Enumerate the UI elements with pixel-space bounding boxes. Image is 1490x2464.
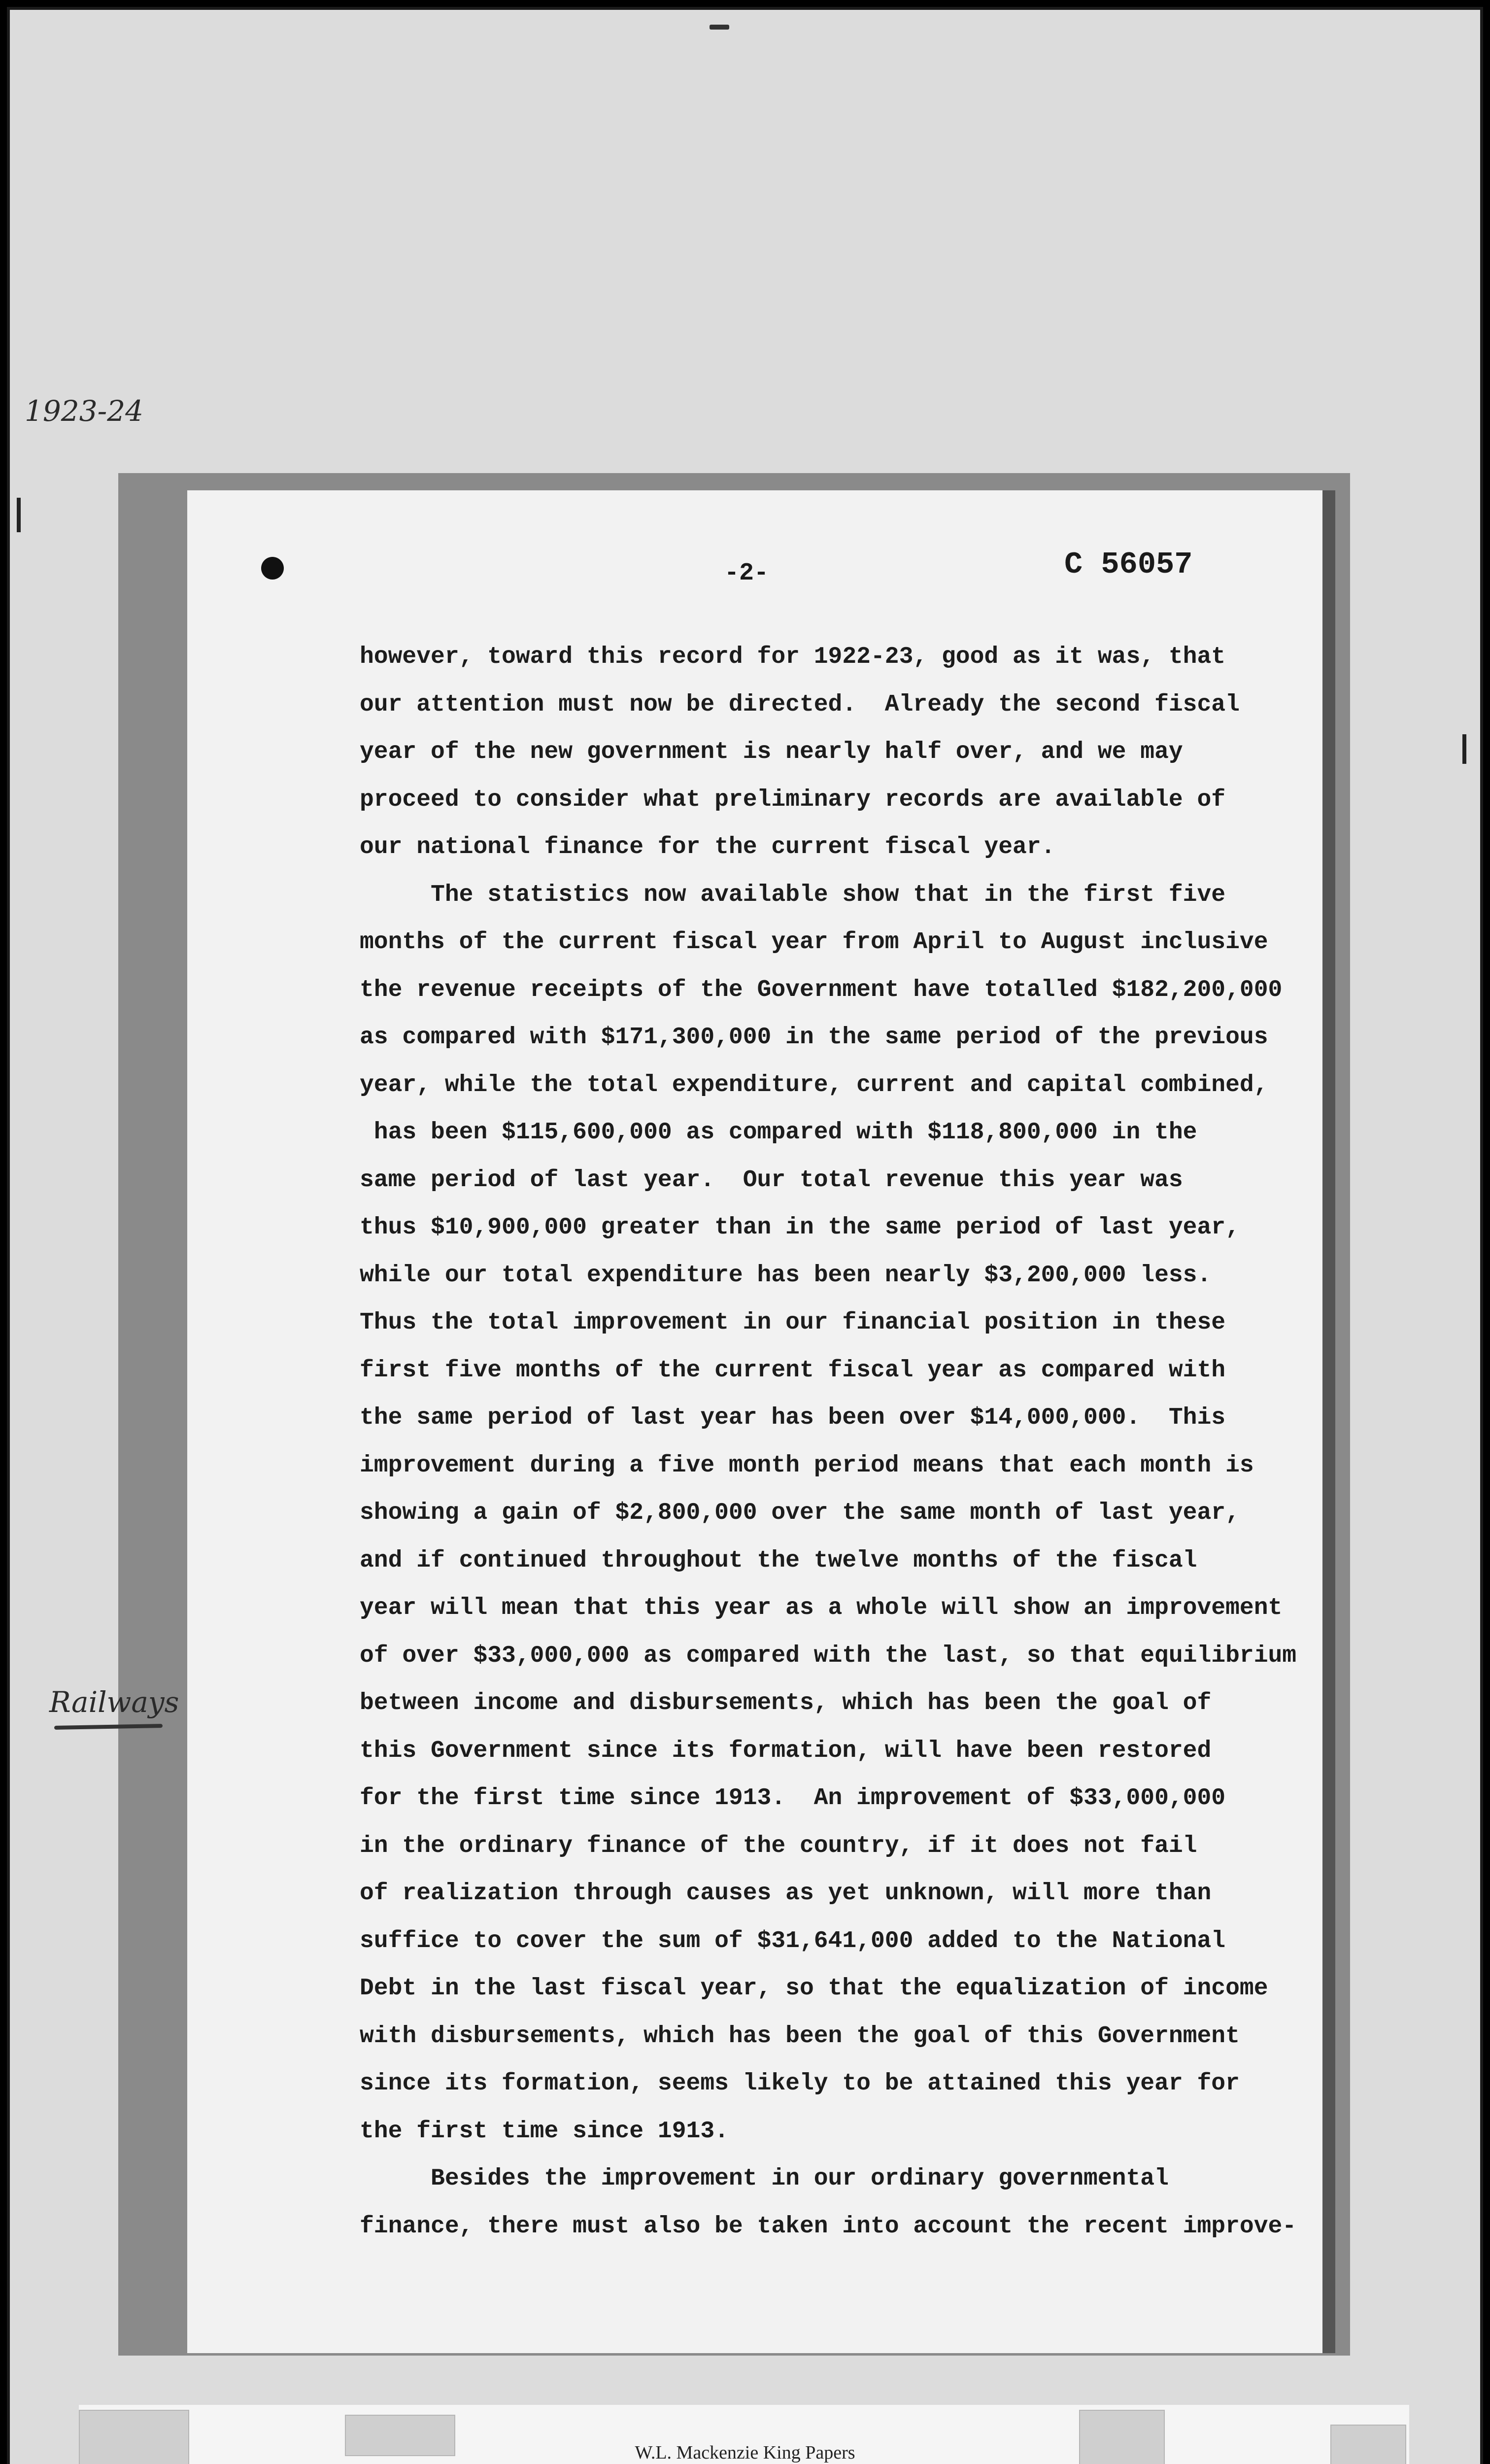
text-line: the first time since 1913. [360,2118,729,2145]
text-line: Debt in the last fiscal year, so that the equalization of income [360,1975,1268,2002]
text-line: improvement during a five month period means that each month is [360,1452,1254,1479]
text-line: for the first time since 1913. An improvement of $33,000,000 [360,1785,1226,1812]
text-line: while our total expenditure has been nearly $3,200,000 less. [360,1262,1212,1289]
text-line: the revenue receipts of the Government have totalled $182,200,000 [360,976,1283,1003]
text-line: finance, there must also be taken into account the recent improve- [360,2213,1297,2240]
text-line: our national finance for the current fiscal year. [360,834,1055,860]
text-line: suffice to cover the sum of $31,641,000 added to the National [360,1927,1226,1954]
text-line: of over $33,000,000 as compared with the last, so that equilibrium [360,1642,1297,1669]
text-line: year of the new government is nearly half over, and we may [360,739,1183,765]
text-line: first five months of the current fiscal year as compared with [360,1357,1226,1384]
text-line: however, toward this record for 1922-23, good as it was, that [360,644,1226,670]
text-line: as compared with $171,300,000 in the same period of the previous [360,1024,1268,1051]
handwritten-margin-note: Railways [49,1685,179,1719]
document-code: C 56057 [1064,547,1193,582]
text-line: our attention must now be directed. Already the second fiscal [360,691,1240,718]
page-number: -2- [724,559,769,587]
text-line: since its formation, seems likely to be attained this year for [360,2070,1240,2097]
text-line: in the ordinary finance of the country, if it does not fail [360,1832,1197,1859]
text-line: between income and disbursements, which has been the goal of [360,1690,1212,1716]
handwritten-margin-note: 1923-24 [25,394,144,428]
body-text [360,633,1321,2250]
text-line: has been $115,600,000 as compared with $118,800,000 in the [360,1119,1197,1146]
text-line: proceed to consider what preliminary records are available of [360,786,1226,813]
text-line: thus $10,900,000 greater than in the same period of last year, [360,1214,1240,1241]
text-line: months of the current fiscal year from April to August inclusive [360,929,1268,956]
film-edge-mark [1462,734,1466,764]
text-line: showing a gain of $2,800,000 over the same month of last year, [360,1500,1240,1526]
text-line: with disbursements, which has been the goal of this Government [360,2022,1240,2050]
text-line: the same period of last year has been over $14,000,000. This [360,1404,1226,1431]
text-line: of realization through causes as yet unknown, will more than [360,1880,1212,1907]
text-line: Thus the total improvement in our financial position in these [360,1309,1226,1336]
collection-name: W.L. Mackenzie King Papers [635,2442,855,2463]
text-line: and if continued throughout the twelve months of the fiscal [360,1547,1197,1574]
punch-hole [261,557,284,580]
typed-page [187,490,1335,2353]
text-line: same period of last year. Our total revenue this year was [360,1166,1183,1194]
text-line: year, while the total expenditure, current and capital combined, [360,1071,1268,1098]
text-line: this Government since its formation, will have been restored [360,1737,1212,1764]
film-mark [710,25,729,30]
text-line: year will mean that this year as a whole will show an improvement [360,1595,1283,1621]
text-line: Besides the improvement in our ordinary governmental [360,2165,1169,2192]
text-line: The statistics now available show that in the first five [360,881,1226,908]
film-edge-mark [17,498,21,532]
